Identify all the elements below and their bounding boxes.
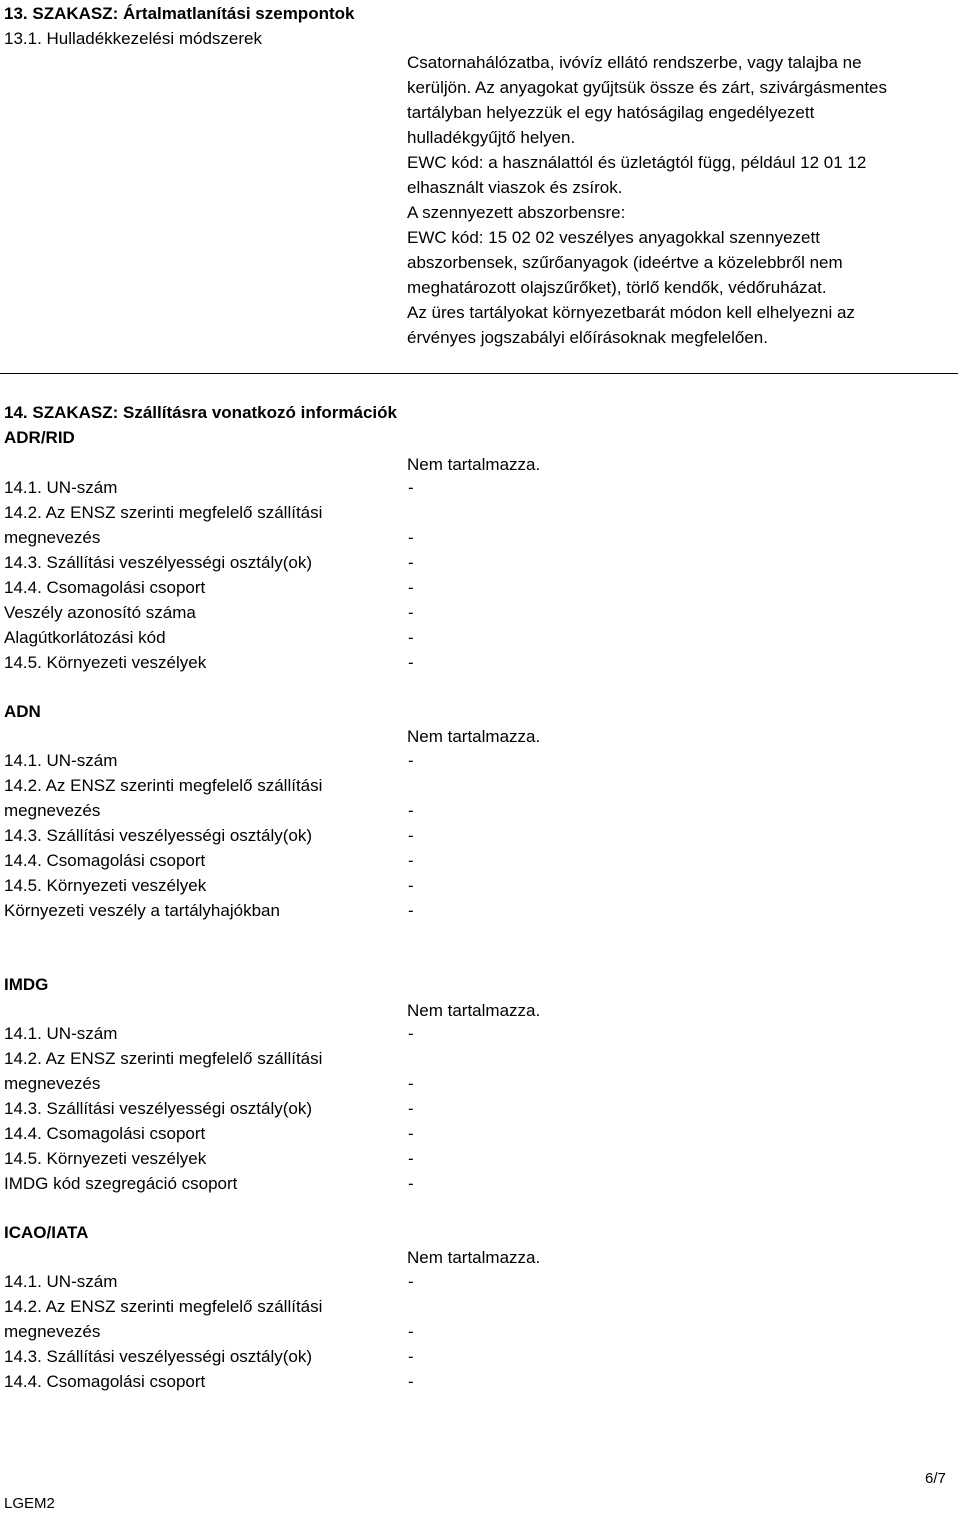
row-value: -	[408, 901, 414, 920]
adr-row	[4, 650, 564, 675]
row-value: -	[408, 1372, 414, 1391]
disposal-line: abszorbensek, szűrőanyagok (ideértve a közelebbről nem	[407, 253, 843, 272]
document-code: LGEM2	[4, 1495, 55, 1512]
row-value: -	[408, 653, 414, 672]
section-13-subtitle: 13.1. Hulladékkezelési módszerek	[4, 29, 262, 48]
row-value: -	[408, 851, 414, 870]
row-label: megnevezés	[4, 1074, 101, 1093]
adn-note: Nem tartalmazza.	[407, 727, 541, 746]
adn-row	[4, 773, 564, 798]
disposal-line: érvényes jogszabályi előírásoknak megfelelően.	[407, 328, 768, 347]
section-divider	[0, 373, 958, 374]
disposal-line: EWC kód: a használattól és üzletágtól függ, például 12 01 12	[407, 153, 867, 172]
row-label: Alagútkorlátozási kód	[4, 628, 166, 647]
row-value: -	[408, 478, 414, 497]
row-label: 14.2. Az ENSZ szerinti megfelelő szállítási	[4, 1297, 323, 1316]
row-value: -	[408, 528, 414, 547]
row-value: -	[408, 553, 414, 572]
row-value: -	[408, 1149, 414, 1168]
row-label: 14.2. Az ENSZ szerinti megfelelő szállítási	[4, 776, 323, 795]
row-value: -	[408, 876, 414, 895]
row-label: 14.1. UN-szám	[4, 1024, 118, 1043]
disposal-text	[407, 50, 947, 350]
page-number: 6/7	[925, 1470, 946, 1487]
row-value: -	[408, 1099, 414, 1118]
imdg-heading: IMDG	[4, 975, 49, 994]
row-label: 14.3. Szállítási veszélyességi osztály(ok)	[4, 1347, 313, 1366]
disposal-line: tartályban helyezzük el egy hatóságilag engedélyezett	[407, 103, 815, 122]
row-label: Környezeti veszély a tartályhajókban	[4, 901, 280, 920]
icao-heading: ICAO/IATA	[4, 1223, 89, 1242]
disposal-line: Az üres tartályokat környezetbarát módon kell elhelyezni az	[407, 303, 855, 322]
adr-note: Nem tartalmazza.	[407, 455, 541, 474]
row-label: 14.1. UN-szám	[4, 1272, 118, 1291]
icao-row	[4, 1369, 564, 1394]
adr-row	[4, 600, 564, 625]
row-value: -	[408, 826, 414, 845]
row-label: 14.1. UN-szám	[4, 478, 118, 497]
row-label: 14.5. Környezeti veszélyek	[4, 1149, 207, 1168]
imdg-row	[4, 1071, 564, 1096]
row-label: 14.4. Csomagolási csoport	[4, 1372, 206, 1391]
row-value: -	[408, 1174, 414, 1193]
disposal-line: EWC kód: 15 02 02 veszélyes anyagokkal szennyezett	[407, 228, 820, 247]
row-label: megnevezés	[4, 528, 101, 547]
row-label: 14.4. Csomagolási csoport	[4, 851, 206, 870]
row-label: 14.3. Szállítási veszélyességi osztály(ok)	[4, 1099, 313, 1118]
adr-heading: ADR/RID	[4, 428, 75, 447]
disposal-line: kerüljön. Az anyagokat gyűjtsük össze és zárt, szivárgásmentes	[407, 78, 888, 97]
row-value: -	[408, 1024, 414, 1043]
imdg-row	[4, 1121, 564, 1146]
row-label: IMDG kód szegregáció csoport	[4, 1174, 238, 1193]
disposal-line: hulladékgyűjtő helyen.	[407, 128, 576, 147]
icao-row	[4, 1344, 564, 1369]
adn-row	[4, 748, 564, 773]
imdg-row	[4, 1046, 564, 1071]
row-value: -	[408, 751, 414, 770]
imdg-row	[4, 1096, 564, 1121]
row-value: -	[408, 1322, 414, 1341]
adr-row	[4, 475, 564, 500]
icao-row	[4, 1294, 564, 1319]
adn-row	[4, 873, 564, 898]
row-label: Veszély azonosító száma	[4, 603, 196, 622]
row-label: 14.1. UN-szám	[4, 751, 118, 770]
row-value: -	[408, 578, 414, 597]
disposal-line: meghatározott olajszűrőket), törlő kendők, védőruházat.	[407, 278, 827, 297]
icao-row	[4, 1269, 564, 1294]
section-13-title: 13. SZAKASZ: Ártalmatlanítási szempontok	[4, 4, 355, 23]
adr-row	[4, 625, 564, 650]
row-value: -	[408, 801, 414, 820]
icao-row	[4, 1319, 564, 1344]
row-label: 14.5. Környezeti veszélyek	[4, 653, 207, 672]
row-label: 14.2. Az ENSZ szerinti megfelelő szállítási	[4, 503, 323, 522]
imdg-row	[4, 1171, 564, 1196]
disposal-line: A szennyezett abszorbensre:	[407, 203, 626, 222]
imdg-row	[4, 1146, 564, 1171]
row-value: -	[408, 1347, 414, 1366]
imdg-row	[4, 1021, 564, 1046]
row-label: 14.4. Csomagolási csoport	[4, 1124, 206, 1143]
disposal-line: elhasznált viaszok és zsírok.	[407, 178, 623, 197]
row-label: 14.2. Az ENSZ szerinti megfelelő szállítási	[4, 1049, 323, 1068]
row-value: -	[408, 1074, 414, 1093]
imdg-note: Nem tartalmazza.	[407, 1001, 541, 1020]
icao-note: Nem tartalmazza.	[407, 1248, 541, 1267]
adr-row	[4, 575, 564, 600]
disposal-line: Csatornahálózatba, ivóvíz ellátó rendszerbe, vagy talajba ne	[407, 53, 862, 72]
adn-row	[4, 848, 564, 873]
adn-heading: ADN	[4, 702, 41, 721]
section-14-title: 14. SZAKASZ: Szállításra vonatkozó információk	[4, 403, 397, 422]
row-label: megnevezés	[4, 801, 101, 820]
row-value: -	[408, 1272, 414, 1291]
adn-row	[4, 898, 564, 923]
row-value: -	[408, 628, 414, 647]
row-label: 14.3. Szállítási veszélyességi osztály(ok)	[4, 826, 313, 845]
row-label: megnevezés	[4, 1322, 101, 1341]
adr-row	[4, 525, 564, 550]
row-value: -	[408, 603, 414, 622]
adr-row	[4, 550, 564, 575]
row-label: 14.4. Csomagolási csoport	[4, 578, 206, 597]
adr-row	[4, 500, 564, 525]
row-label: 14.3. Szállítási veszélyességi osztály(ok)	[4, 553, 313, 572]
row-value: -	[408, 1124, 414, 1143]
row-label: 14.5. Környezeti veszélyek	[4, 876, 207, 895]
adn-row	[4, 823, 564, 848]
adn-row	[4, 798, 564, 823]
